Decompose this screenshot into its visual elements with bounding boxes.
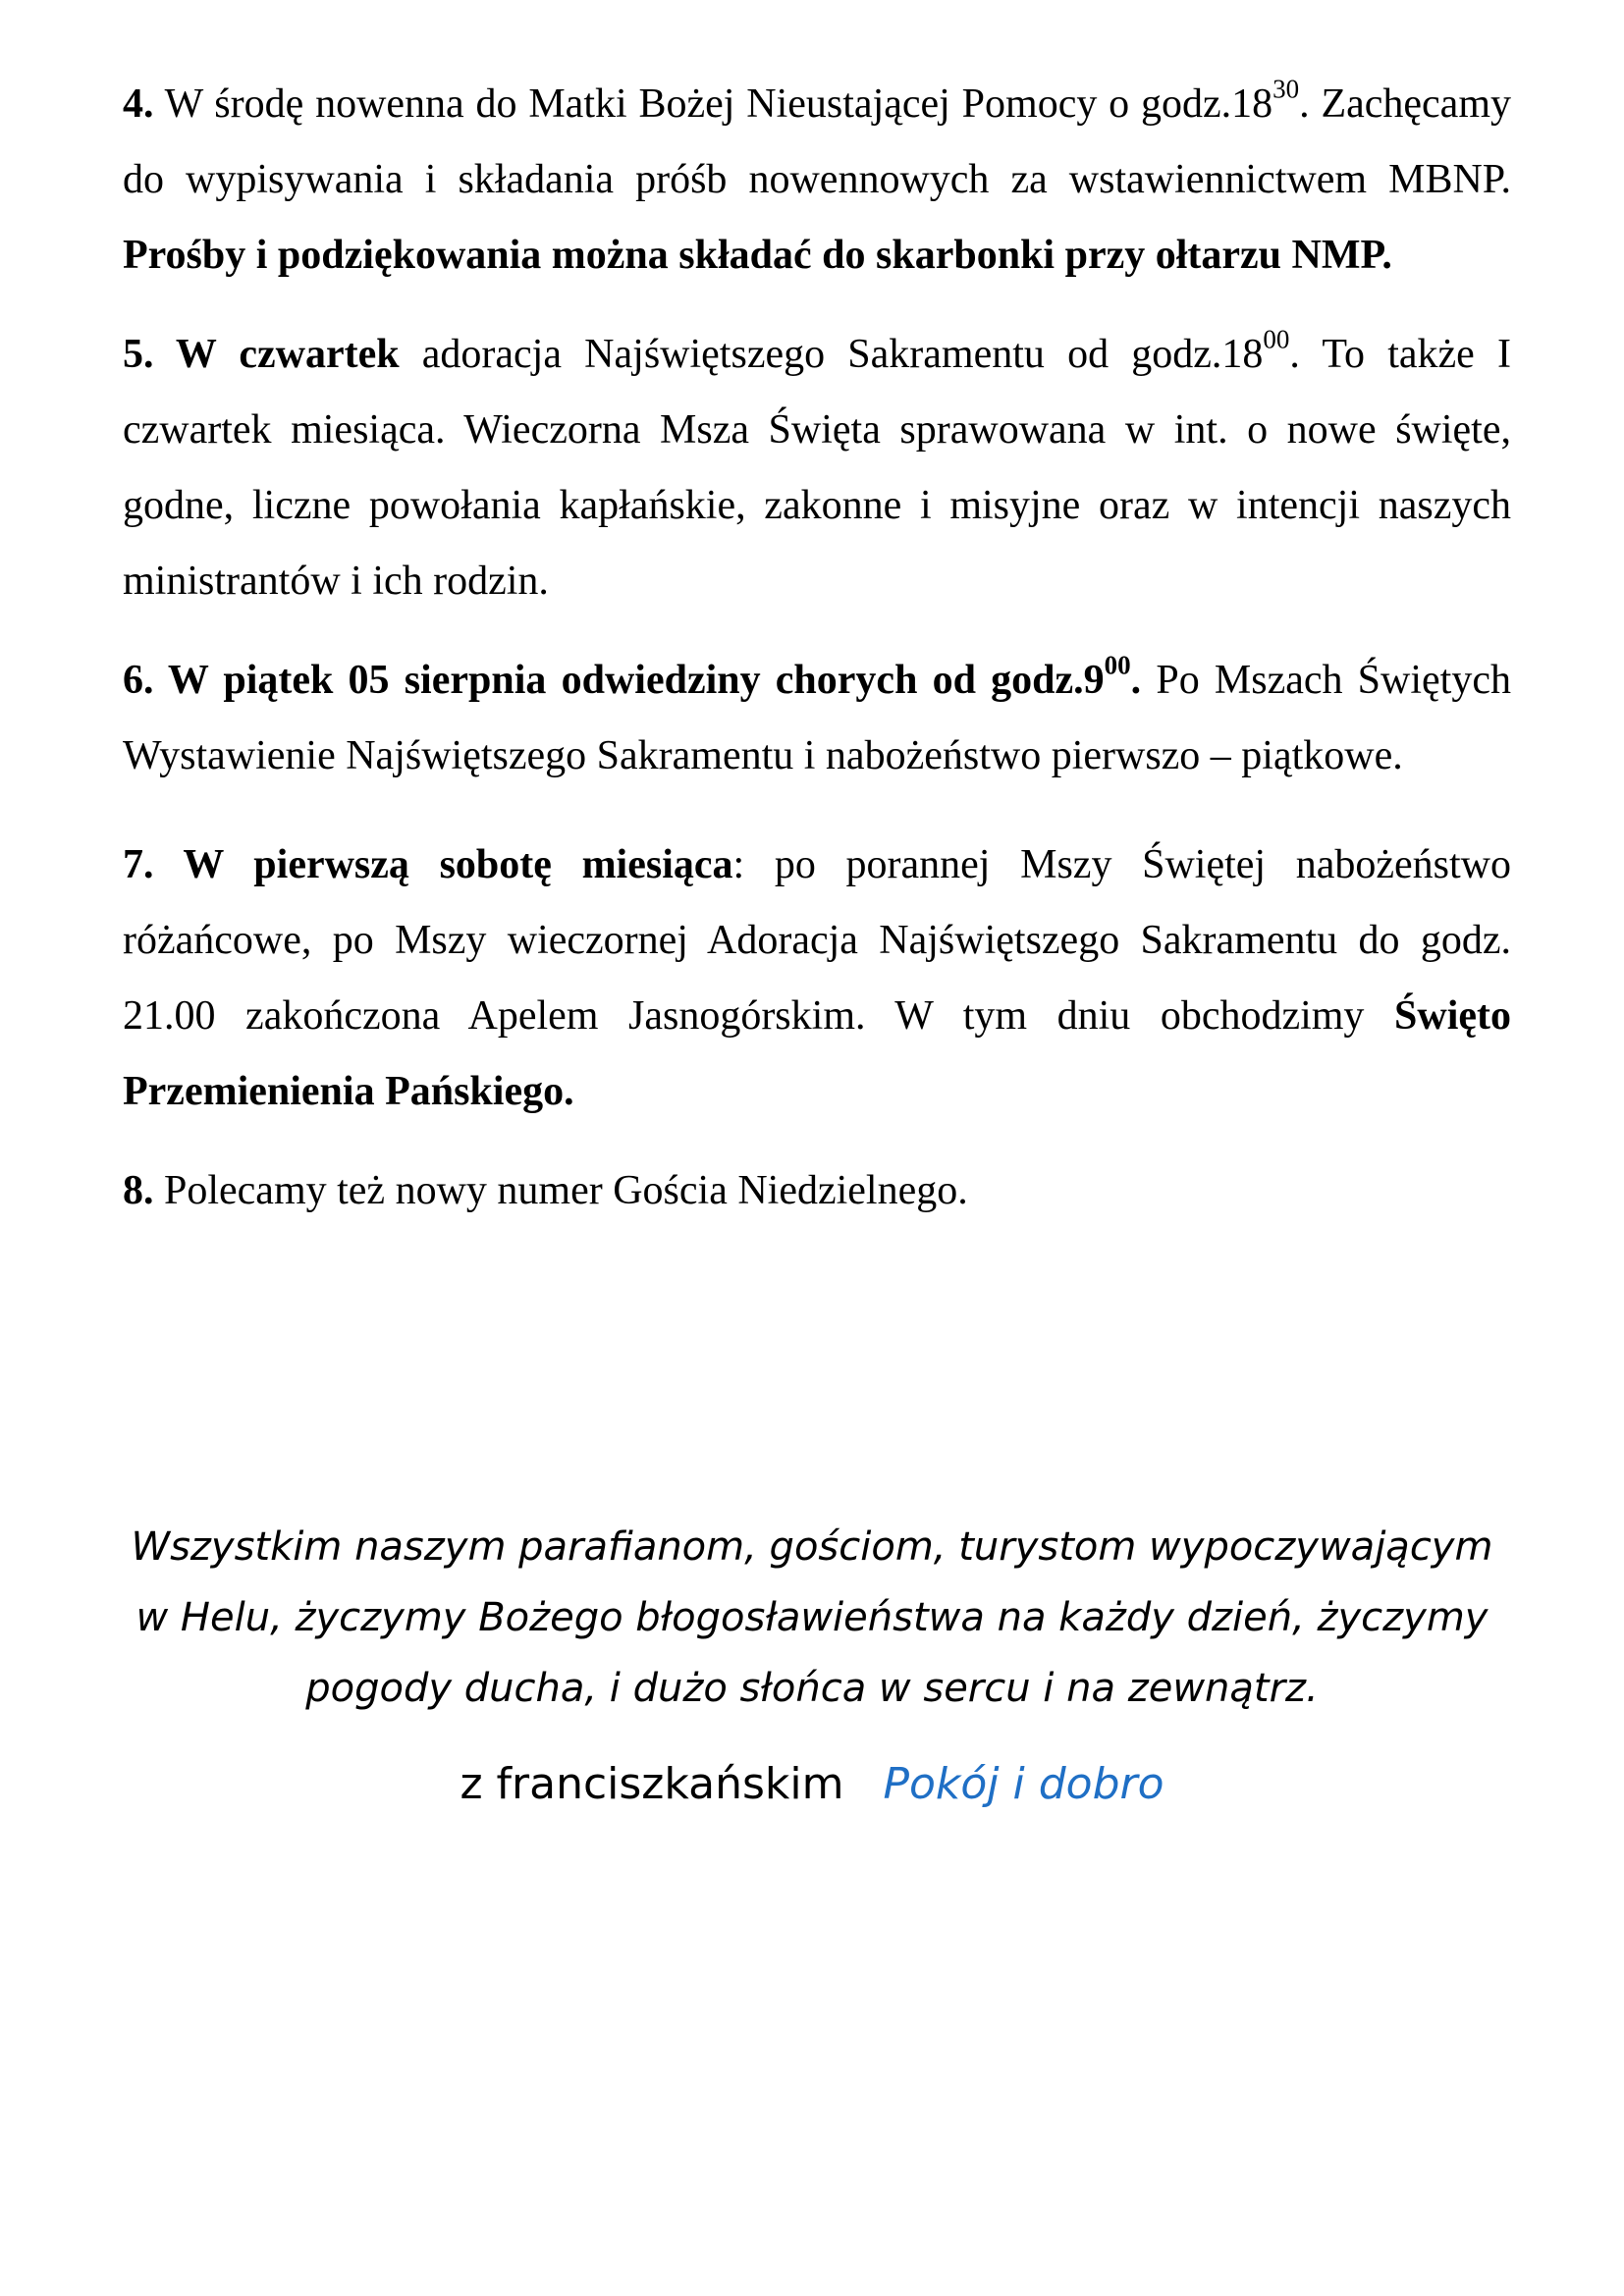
announcement-text: Polecamy też nowy numer Gościa Niedzielnego.: [153, 1168, 968, 1213]
announcement-text: . Zachęcamy do wypisywania i składania próśb nowennowych za wstawiennictwem MBNP.: [123, 81, 1511, 202]
announcement-emphasis: Prośby i podziękowania można składać do skarbonki przy ołtarzu NMP.: [123, 233, 1392, 278]
time-minutes: 30: [1272, 74, 1300, 104]
announcement-4: [123, 67, 1511, 294]
announcement-5: [123, 317, 1511, 619]
announcement-7: [123, 828, 1511, 1130]
closing-line-1: Wszystkim naszym parafianom, gościom, turystom wypoczywającym: [131, 1524, 1493, 1570]
announcement-lead: 7. W pierwszą sobotę miesiąca: [123, 842, 733, 887]
closing-line-3: pogody ducha, i dużo słońca w sercu i na zewnątrz.: [305, 1666, 1319, 1711]
announcement-emphasis: Święto Przemienienia Pańskiego.: [123, 993, 1511, 1114]
time-minutes: 00: [1104, 650, 1131, 680]
time-minutes: 00: [1263, 324, 1290, 354]
announcement-6: [123, 643, 1511, 794]
signoff-motto: Pokój i dobro: [883, 1759, 1164, 1809]
signoff: [0, 1750, 1624, 1819]
announcement-text: : po porannej Mszy Świętej nabożeństwo różańcowe, po Mszy wieczornej Adoracja Najświętszego Sakramentu do godz. 21.00 zakończona Apelem Jasnogórskim. W tym dniu obchodzimy: [123, 842, 1511, 1039]
announcement-8: [123, 1153, 1511, 1229]
signoff-prefix: z franciszkańskim: [460, 1759, 844, 1809]
closing-wishes: [98, 1512, 1526, 1724]
announcement-lead-end: .: [1130, 658, 1142, 703]
announcement-lead: 6. W piątek 05 sierpnia odwiedziny chorych od godz.9: [123, 658, 1105, 703]
announcement-lead: 5. W czwartek: [123, 332, 400, 377]
announcements-list: [123, 67, 1511, 1253]
announcement-number: 8.: [123, 1168, 154, 1213]
announcement-text: W środę nowenna do Matki Bożej Nieustającej Pomocy o godz.18: [153, 81, 1273, 127]
announcement-text: . To także I czwartek miesiąca. Wieczorna Msza Święta sprawowana w int. o nowe święte, godne, liczne powołania kapłańskie, zakonne i misyjne oraz w intencji naszych ministrantów i ich rodzin.: [123, 332, 1511, 604]
announcement-text: adoracja Najświętszego Sakramentu od godz.18: [399, 332, 1264, 377]
closing-line-2: w Helu, życzymy Bożego błogosławieństwa na każdy dzień, życzymy: [135, 1595, 1489, 1640]
announcement-text: Po Mszach Świętych Wystawienie Najświętszego Sakramentu i nabożeństwo pierwszo – piątkowe.: [123, 658, 1511, 778]
announcement-number: 4.: [123, 81, 154, 127]
